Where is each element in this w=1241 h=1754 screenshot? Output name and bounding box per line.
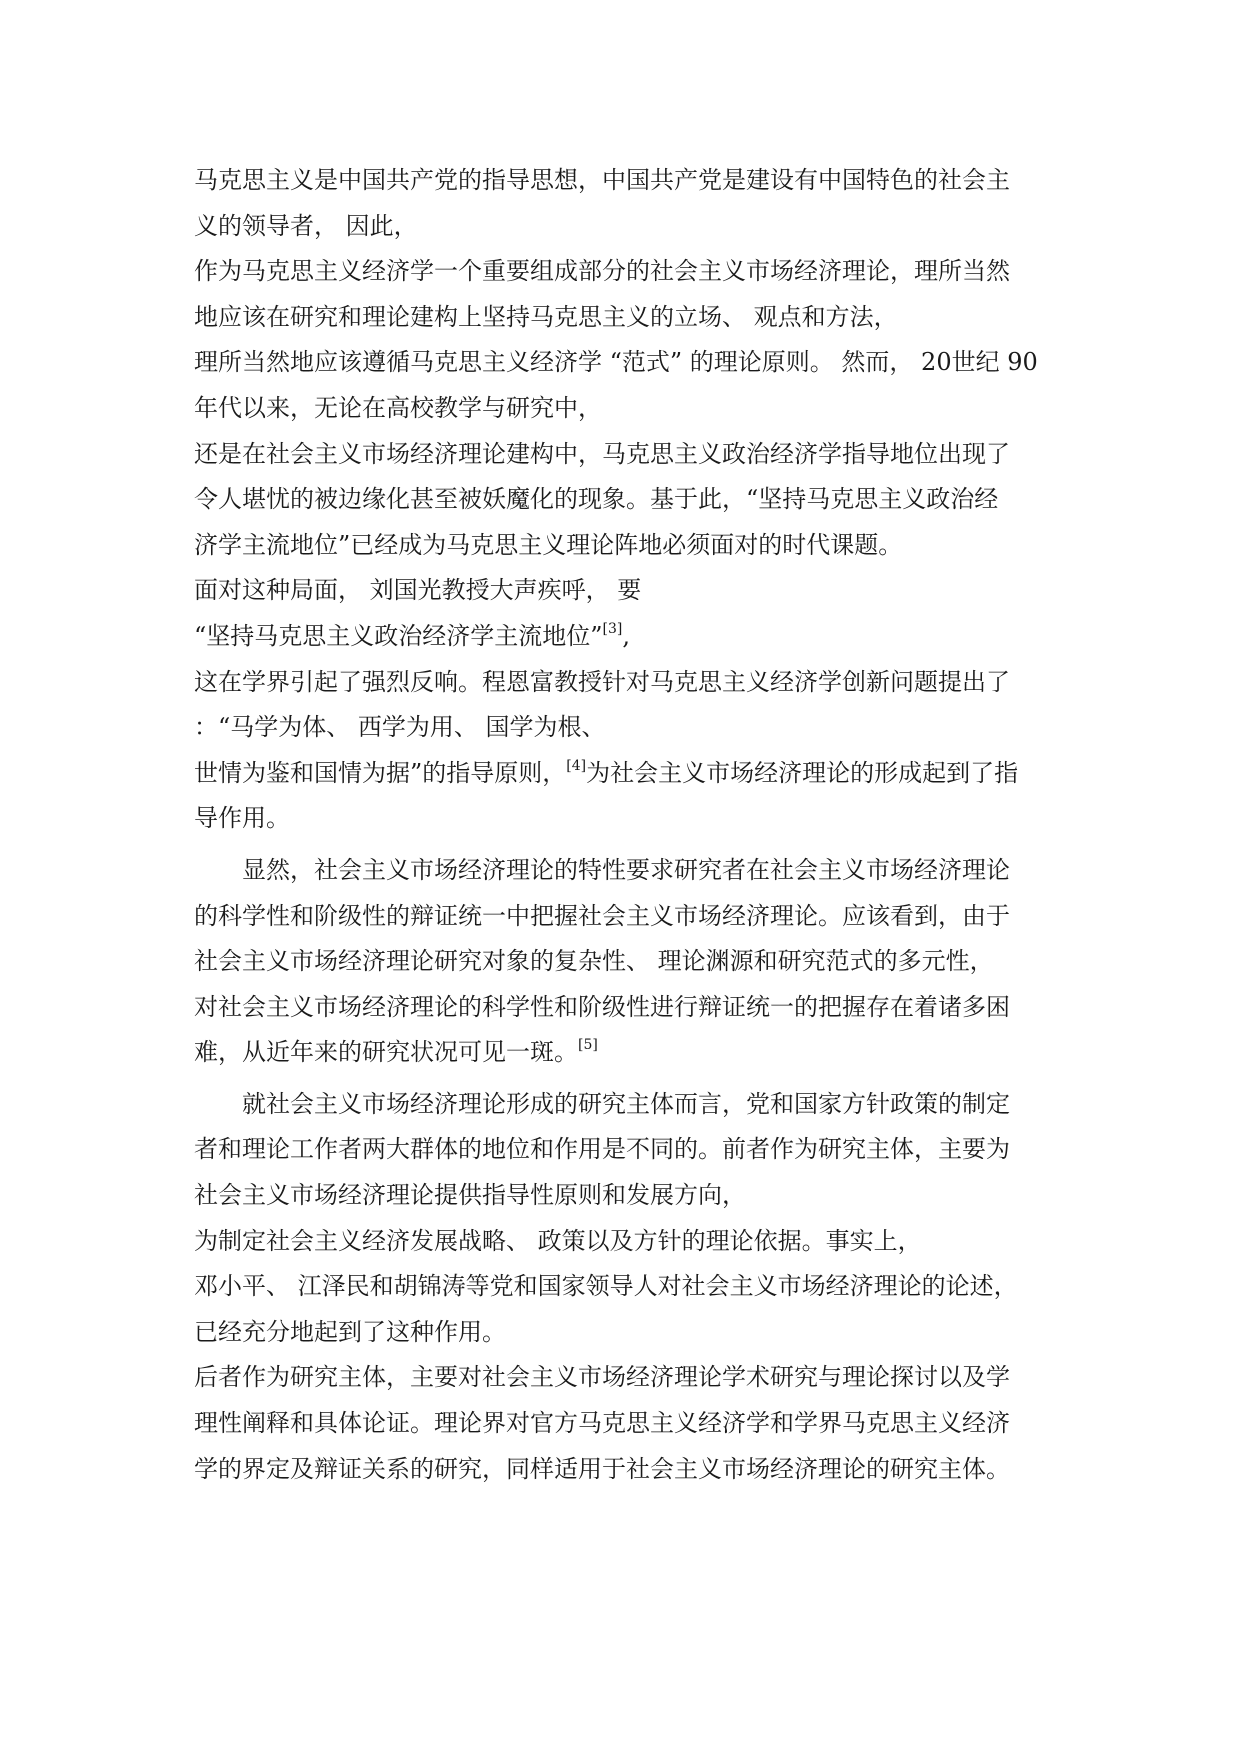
line-text: 社会主义市场经济理论提供指导性原则和发展方向， — [194, 1181, 746, 1210]
line-text: 已经充分地起到了这种作用。 — [194, 1317, 506, 1346]
line-text: 社会主义市场经济理论研究对象的复杂性、 理论渊源和研究范式的多元性， — [194, 947, 994, 976]
text-line — [194, 1401, 1054, 1447]
line-text: ：“马学为体、 西学为用、 国学为根、 — [194, 713, 606, 742]
text-line — [194, 1310, 1054, 1356]
line-text: 济学主流地位”已经成为马克思主义理论阵地必须面对的时代课题。 — [194, 530, 903, 559]
citation-superscript: [3] — [602, 620, 623, 637]
text-line — [194, 295, 1054, 341]
line-text: 导作用。 — [194, 804, 290, 833]
text-line — [194, 386, 1054, 432]
text-line — [194, 705, 1054, 751]
text-line — [194, 432, 1054, 478]
text-line — [194, 1355, 1054, 1401]
text-line — [194, 796, 1054, 842]
line-text: 地应该在研究和理论建构上坚持马克思主义的立场、 观点和方法， — [194, 302, 898, 331]
line-text: 的科学性和阶级性的辩证统一中把握社会主义市场经济理论。应该看到，由于 — [194, 901, 1010, 930]
line-text: 令人堪忧的被边缘化甚至被妖魔化的现象。基于此，“坚持马克思主义政治经 — [194, 485, 999, 514]
line-text: 世情为鉴和国情为据”的指导原则， — [194, 758, 567, 787]
text-line — [194, 939, 1054, 985]
text-line — [194, 477, 1054, 523]
line-text: 邓小平、 江泽民和胡锦涛等党和国家领导人对社会主义市场经济理论的论述， — [194, 1272, 1018, 1301]
line-text: 马克思主义是中国共产党的指导思想，中国共产党是建设有中国特色的社会主 — [194, 166, 1010, 194]
text-line — [194, 158, 1054, 204]
text-line — [194, 204, 1054, 250]
line-text: 显然，社会主义市场经济理论的特性要求研究者在社会主义市场经济理论 — [242, 855, 1010, 884]
line-text: 还是在社会主义市场经济理论建构中，马克思主义政治经济学指导地位出现了 — [194, 439, 1010, 468]
text-line — [194, 1082, 1054, 1128]
line-text: 年代以来，无论在高校教学与研究中， — [194, 393, 602, 422]
line-text: 面对这种局面， 刘国光教授大声疾呼， 要 — [194, 576, 642, 605]
body-text — [194, 158, 1054, 1492]
text-line — [194, 614, 1054, 660]
line-text: 就社会主义市场经济理论形成的研究主体而言，党和国家方针政策的制定 — [242, 1089, 1010, 1118]
line-text-continued: , — [622, 621, 631, 650]
line-text: 理性阐释和具体论证。理论界对官方马克思主义经济学和学界马克思主义经济 — [194, 1409, 1010, 1438]
line-text-continued: 为社会主义市场经济理论的形成起到了指 — [586, 758, 1019, 787]
text-line — [194, 1173, 1054, 1219]
citation-superscript: [4] — [566, 757, 587, 774]
line-text: 者和理论工作者两大群体的地位和作用是不同的。前者作为研究主体，主要为 — [194, 1135, 1010, 1164]
text-line — [194, 1030, 1054, 1076]
text-line — [194, 660, 1054, 706]
line-text: 作为马克思主义经济学一个重要组成部分的社会主义市场经济理论，理所当然 — [194, 257, 1010, 286]
line-text: 这在学界引起了强烈反响。程恩富教授针对马克思主义经济学创新问题提出了 — [194, 667, 1010, 696]
line-text: 理所当然地应该遵循马克思主义经济学 “范式” 的理论原则。 然而， 20世纪 90 — [194, 348, 1038, 377]
text-line — [194, 249, 1054, 295]
text-line — [194, 848, 1054, 894]
line-text: 对社会主义市场经济理论的科学性和阶级性进行辩证统一的把握存在着诸多困 — [194, 992, 1010, 1021]
text-line — [194, 1219, 1054, 1265]
text-line — [194, 523, 1054, 569]
line-text: 学的界定及辩证关系的研究，同样适用于社会主义市场经济理论的研究主体。 — [194, 1454, 1010, 1483]
line-text: 难，从近年来的研究状况可见一斑。 — [194, 1038, 578, 1067]
citation-superscript: [5] — [578, 1037, 598, 1054]
line-text: “坚持马克思主义政治经济学主流地位” — [194, 621, 603, 650]
line-text: 义的领导者， 因此， — [194, 211, 418, 240]
text-line — [194, 894, 1054, 940]
text-line — [194, 1447, 1054, 1493]
text-line — [194, 1127, 1054, 1173]
text-line — [194, 568, 1054, 614]
text-line — [194, 1264, 1054, 1310]
line-text: 后者作为研究主体，主要对社会主义市场经济理论学术研究与理论探讨以及学 — [194, 1363, 1010, 1392]
text-line — [194, 751, 1054, 797]
text-line — [194, 985, 1054, 1031]
line-text: 为制定社会主义经济发展战略、 政策以及方针的理论依据。事实上， — [194, 1226, 922, 1255]
text-line — [194, 340, 1054, 386]
